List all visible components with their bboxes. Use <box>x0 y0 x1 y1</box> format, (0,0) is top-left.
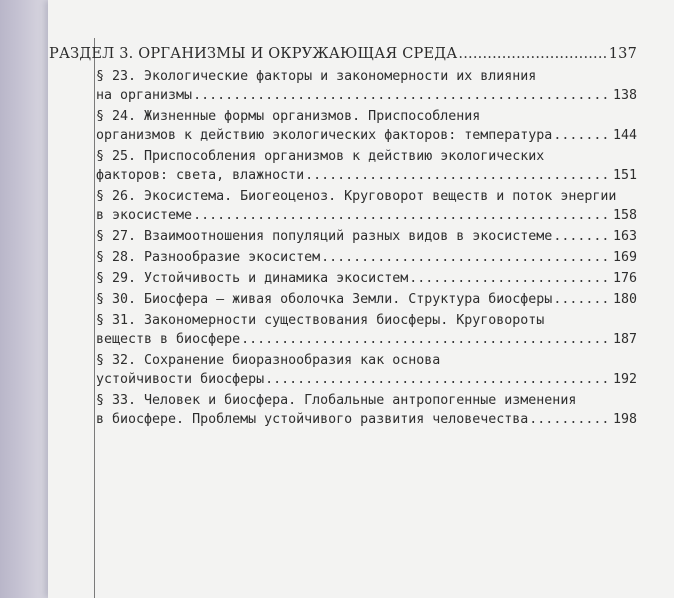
section-heading <box>49 46 637 62</box>
entry-page-number: 138 <box>612 88 637 103</box>
entry-text: § 26. Экосистема. Биогеоценоз. Круговорот веществ и поток энергии <box>96 189 617 204</box>
section-title: РАЗДЕЛ 3. ОРГАНИЗМЫ И ОКРУЖАЮЩАЯ СРЕДА <box>49 46 458 62</box>
leader-dots <box>241 330 612 349</box>
entry-page-number: 158 <box>612 208 637 223</box>
entry-page-number: 187 <box>612 332 637 347</box>
entry-page-number: 151 <box>612 168 637 183</box>
toc-entries <box>96 67 637 431</box>
entry-page-number: 192 <box>612 372 637 387</box>
entry-text: § 30. Биосфера — живая оболочка Земли. Структура биосферы <box>96 292 553 307</box>
toc-entry-25 <box>96 147 637 185</box>
entry-page-number: 198 <box>612 412 637 427</box>
toc-entry-30 <box>96 290 637 309</box>
leader-dots <box>409 269 612 288</box>
entry-text-cont: факторов: света, влажности <box>96 168 305 183</box>
entry-page-number: 169 <box>612 250 637 265</box>
entry-text: § 33. Человек и биосфера. Глобальные антропогенные изменения <box>96 393 577 408</box>
toc-entry-33 <box>96 391 637 429</box>
entry-text-cont: на организмы <box>96 88 193 103</box>
leader-dots <box>529 410 612 429</box>
entry-page-number: 144 <box>612 128 637 143</box>
entry-page-number: 163 <box>612 229 637 244</box>
leader-dots <box>553 290 612 309</box>
toc-entry-23 <box>96 67 637 105</box>
entry-text-cont: веществ в биосфере <box>96 332 241 347</box>
toc-entry-26 <box>96 187 637 225</box>
entry-text: § 23. Экологические факторы и закономерности их влияния <box>96 69 537 84</box>
toc-entry-27 <box>96 227 637 246</box>
leader-dots <box>265 370 612 389</box>
toc-entry-29 <box>96 269 637 288</box>
leader-dots <box>458 46 607 62</box>
entry-text-cont: в экосистеме <box>96 208 193 223</box>
toc-entry-32 <box>96 351 637 389</box>
leader-dots <box>193 206 612 225</box>
entry-text-cont: организмов к действию экологических факторов: температура <box>96 128 553 143</box>
leader-dots <box>193 86 612 105</box>
toc-entry-28 <box>96 248 637 267</box>
entry-text-cont: в биосфере. Проблемы устойчивого развития человечества <box>96 412 529 427</box>
section-page-number: 137 <box>608 46 637 62</box>
entry-text: § 25. Приспособления организмов к действию экологических <box>96 149 545 164</box>
entry-text: § 24. Жизненные формы организмов. Приспособления <box>96 109 481 124</box>
toc-entry-24 <box>96 107 637 145</box>
leader-dots <box>553 227 612 246</box>
toc-entry-31 <box>96 311 637 349</box>
leader-dots <box>321 248 612 267</box>
entry-text: § 29. Устойчивость и динамика экосистем <box>96 271 409 286</box>
entry-text-cont: устойчивости биосферы <box>96 372 265 387</box>
leader-dots <box>305 166 612 185</box>
entry-text: § 32. Сохранение биоразнообразия как основа <box>96 353 441 368</box>
entry-page-number: 176 <box>612 271 637 286</box>
entry-text: § 27. Взаимоотношения популяций разных видов в экосистеме <box>96 229 553 244</box>
entry-page-number: 180 <box>612 292 637 307</box>
entry-text: § 31. Закономерности существования биосферы. Круговороты <box>96 313 545 328</box>
leader-dots <box>553 126 612 145</box>
entry-text: § 28. Разнообразие экосистем <box>96 250 321 265</box>
